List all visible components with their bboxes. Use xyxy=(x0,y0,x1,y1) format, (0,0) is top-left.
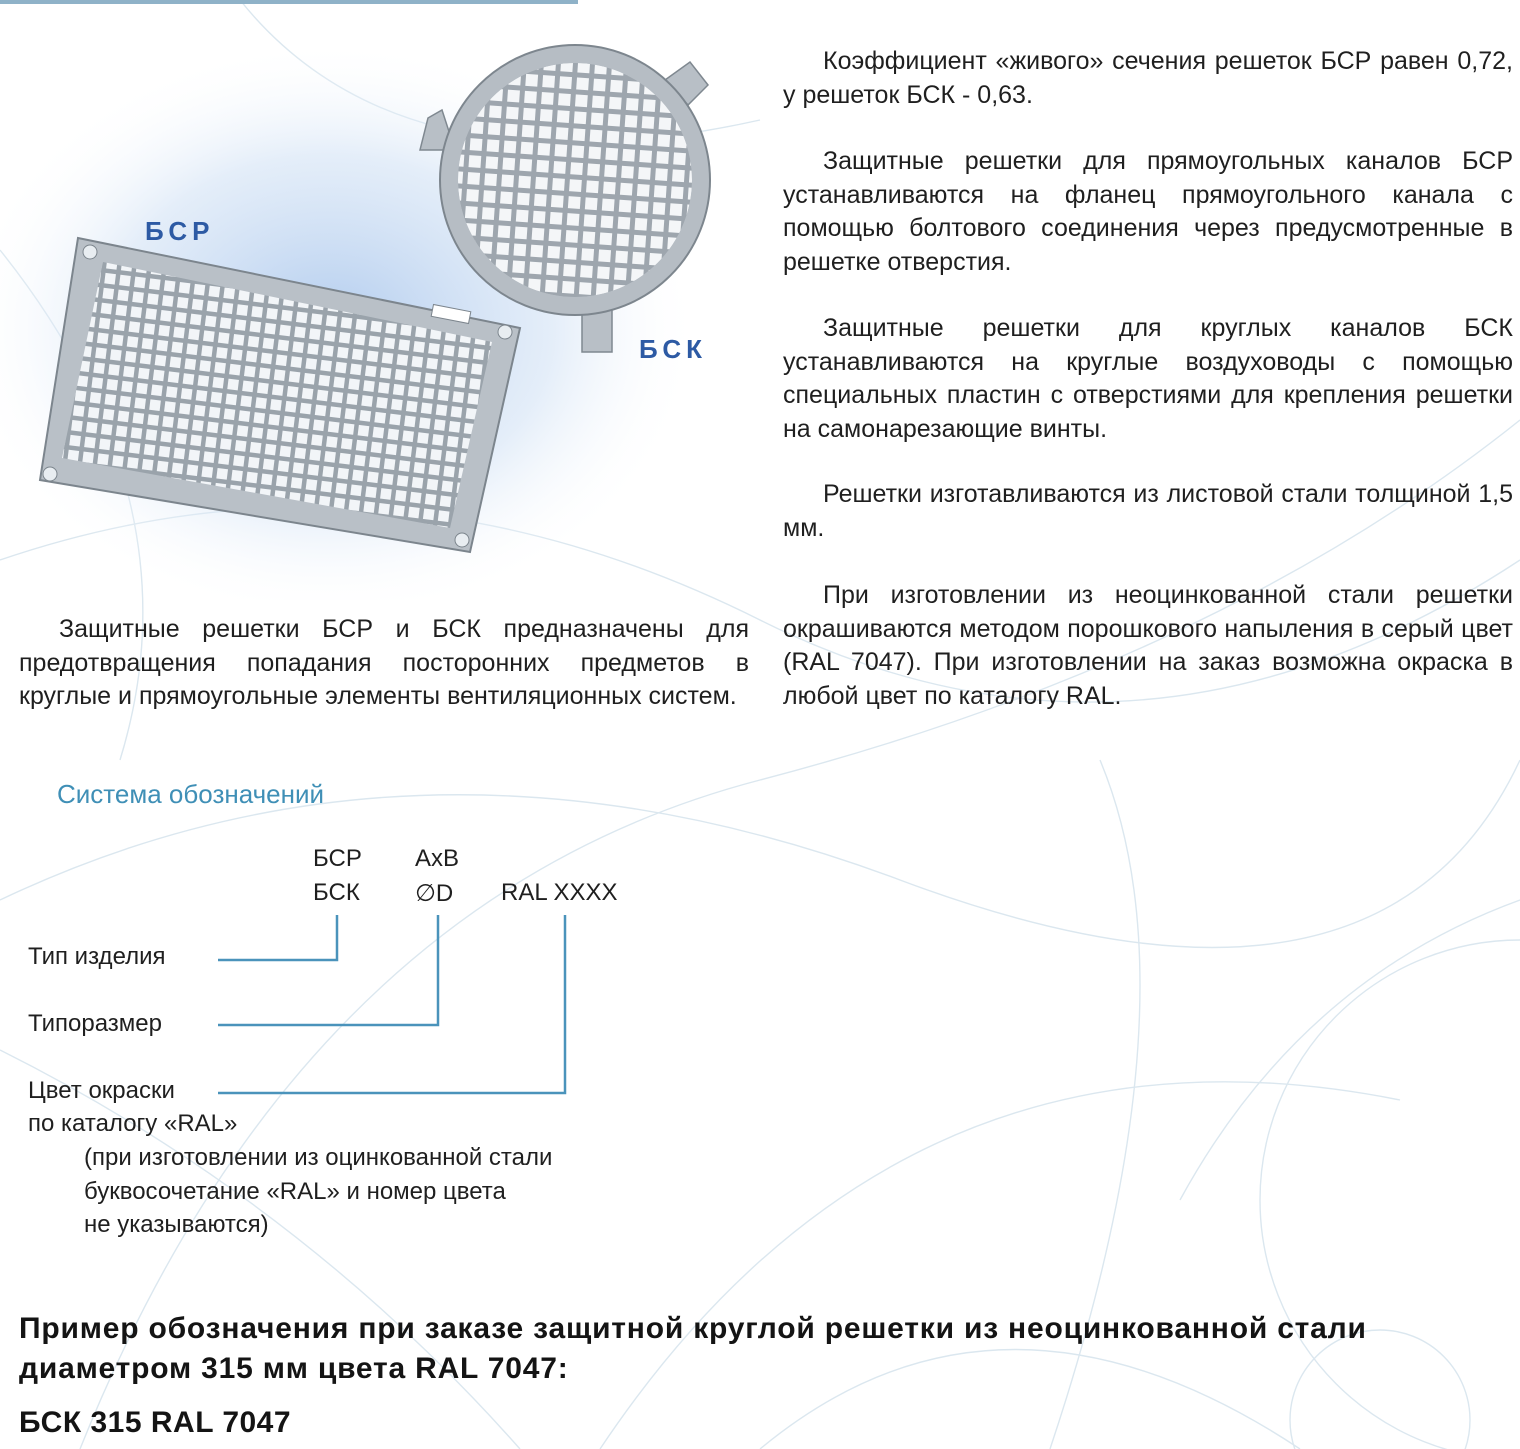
code-type-bsr: БСР xyxy=(313,845,362,872)
row-label-type: Тип изделия xyxy=(28,943,166,970)
connector-size xyxy=(218,915,438,1025)
label-bsr: БСР xyxy=(145,216,215,246)
designation-note xyxy=(84,1141,552,1242)
order-example-text: Пример обозначения при заказе защитной круглой решетки из неоцинкованной стали диаметром 315 мм цвета RAL 7047: xyxy=(19,1312,1367,1385)
paragraph-coefficient: Коэффициент «живого» сечения решеток БСР равен 0,72, у решеток БСК - 0,63. xyxy=(783,47,1513,109)
paragraph-purpose: Защитные решетки БСР и БСК предназначены для предотвращения попадания посторонних предметов в круглые и прямоугольные элементы вентиляционных систем. xyxy=(19,615,749,710)
code-color: RAL XXXX xyxy=(501,879,618,906)
paragraph-rectangular-mounting: Защитные решетки для прямоугольных каналов БСР устанавливаются на фланец прямоугольного канала с помощью болтового соединения через предусмотренные в решетке отверстия. xyxy=(783,147,1513,276)
designation-heading: Система обозначений xyxy=(57,779,325,809)
paragraph-round-mounting: Защитные решетки для круглых каналов БСК устанавливаются на круглые воздуховоды с помощью специальных пластин с отверстиями для крепления решетки на самонарезающие винты. xyxy=(783,314,1513,443)
note-line: буквосочетание «RAL» и номер цвета xyxy=(84,1177,506,1205)
code-size-diameter: ∅D xyxy=(415,880,454,907)
connector-color xyxy=(218,915,565,1093)
note-line: (при изготовлении из оцинкованной стали xyxy=(84,1144,553,1171)
paragraph-coating: При изготовлении из неоцинкованной стали решетки окрашиваются методом порошкового напыления в серый цвет (RAL 7047). При изготовлении на заказ возможна окраска в любой цвет по каталогу RAL. xyxy=(783,581,1513,710)
connector-type xyxy=(218,915,337,960)
code-type-bsk: БСК xyxy=(313,879,360,906)
paragraph-material: Решетки изготавливаются из листовой стали толщиной 1,5 мм. xyxy=(783,480,1513,542)
row-label-size: Типоразмер xyxy=(28,1010,162,1037)
note-line: не указываются) xyxy=(84,1211,269,1238)
row-label-color: Цвет окраски xyxy=(28,1077,175,1104)
label-bsk: БСК xyxy=(639,334,707,364)
order-example-code: БСК 315 RAL 7047 xyxy=(19,1406,292,1439)
code-size-axb: АхВ xyxy=(415,845,460,872)
row-label-color-catalog: по каталогу «RAL» xyxy=(28,1110,238,1137)
